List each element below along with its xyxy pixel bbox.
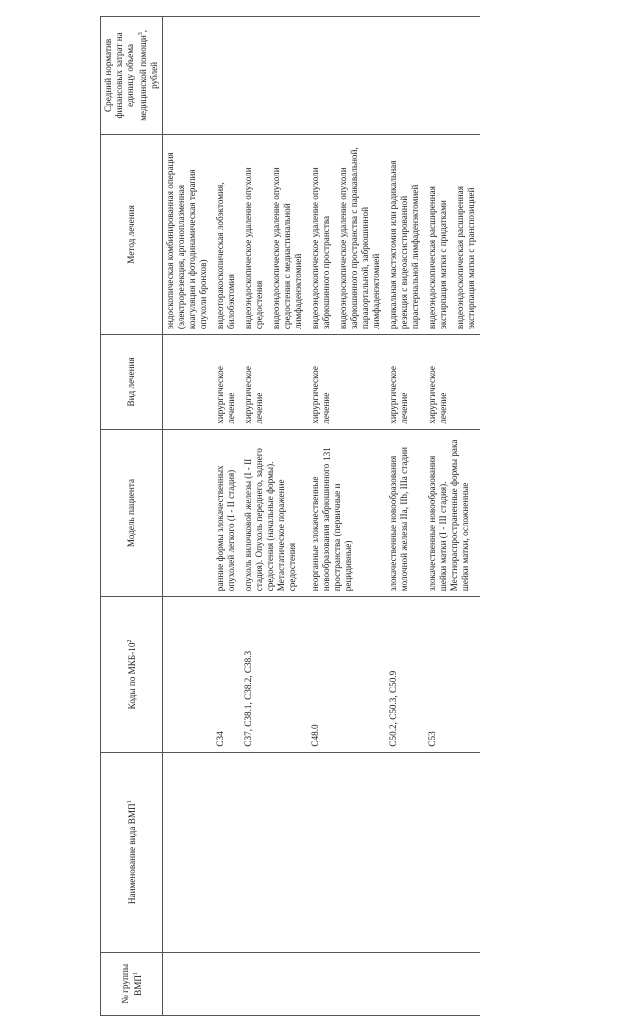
cell-code: C48.0 bbox=[307, 597, 385, 752]
cell-name bbox=[424, 752, 480, 952]
table-row bbox=[163, 17, 213, 1016]
cell-name bbox=[212, 752, 240, 952]
method-item: видеоэндоскопическая расширенная экстирпация матки с придатками bbox=[427, 186, 449, 330]
method-item: видеоэндоскопическое удаление опухоли средостения с медиастинальной лимфаденэктомией bbox=[271, 167, 304, 330]
cell-group bbox=[424, 952, 480, 1015]
cell-kind bbox=[163, 335, 213, 430]
method-item: видеоэндоскопическая расширенная экстирпация матки с транспозицией bbox=[455, 186, 477, 330]
cell-cost bbox=[212, 17, 240, 135]
cell-code: C50.2, C50.3, C50.9 bbox=[385, 597, 424, 752]
cell-cost bbox=[385, 17, 424, 135]
cell-method bbox=[212, 134, 240, 334]
header-cost: Средний норматив финансовых затрат на единицу объема медицинской помощи$^3$, рублей bbox=[101, 17, 163, 135]
cell-code bbox=[163, 597, 213, 752]
table-header-row bbox=[101, 17, 163, 1016]
cell-kind: хирургическое лечение bbox=[385, 335, 424, 430]
header-model: Модель пациента bbox=[101, 429, 163, 597]
cell-method bbox=[385, 134, 424, 334]
vmp-table bbox=[100, 16, 480, 1016]
cell-model: злокачественные новообразования шейки матки (I - III стадия). Местнораспространенные формы рака шейки матки, осложненные bbox=[424, 429, 480, 597]
method-item: видеоторакоскопическая лобэктомия, билобэктомия bbox=[215, 182, 237, 330]
cell-cost bbox=[240, 17, 307, 135]
cell-name bbox=[385, 752, 424, 952]
cell-model: ранние формы злокачественных опухолей легкого (I - II стадия) bbox=[212, 429, 240, 597]
cell-cost bbox=[424, 17, 480, 135]
cell-model bbox=[163, 429, 213, 597]
cell-model: неорганные злокачественные новообразования забрюшинного пространства (первичные и рецидивные) bbox=[307, 429, 385, 597]
cell-code: C37, C38.1, C38.2, C38.3 bbox=[240, 597, 307, 752]
header-codes: Коды по МКБ-$10^2$ bbox=[101, 597, 163, 752]
cell-code: C53 bbox=[424, 597, 480, 752]
cell-method bbox=[307, 134, 385, 334]
cell-name bbox=[307, 752, 385, 952]
method-item: видеоэндоскопическое удаление опухоли средостения bbox=[243, 167, 265, 330]
method-item: видеоэндоскопическое удаление опухоли забрюшинного пространства с паракавальной, парааортальной, забрюшинной лимфаденэктомией bbox=[338, 147, 382, 330]
header-kind: Вид лечения bbox=[101, 335, 163, 430]
cell-kind: хирургическое лечение bbox=[424, 335, 480, 430]
table-row bbox=[424, 17, 480, 1016]
cell-kind: хирургическое лечение bbox=[240, 335, 307, 430]
document-table bbox=[100, 16, 624, 1016]
table-row bbox=[240, 17, 307, 1016]
cell-group bbox=[385, 952, 424, 1015]
table-row bbox=[307, 17, 385, 1016]
cell-cost bbox=[163, 17, 213, 135]
method-item: видеоэндоскопическое удаление опухоли забрюшинного пространства bbox=[310, 167, 332, 330]
cell-model: злокачественные новообразования молочной железы IIa, IIb, IIIa стадии bbox=[385, 429, 424, 597]
cell-group bbox=[307, 952, 385, 1015]
header-group: № группы ВМП$^1$ bbox=[101, 952, 163, 1015]
cell-group bbox=[240, 952, 307, 1015]
header-name: Наименование вида ВМП$^1$ bbox=[101, 752, 163, 952]
cell-method bbox=[424, 134, 480, 334]
table-row bbox=[212, 17, 240, 1016]
cell-group bbox=[212, 952, 240, 1015]
table-row bbox=[385, 17, 424, 1016]
cell-method bbox=[163, 134, 213, 334]
cell-method bbox=[240, 134, 307, 334]
cell-group bbox=[163, 952, 213, 1015]
cell-name bbox=[163, 752, 213, 952]
method-item: радикальная мастэктомия или радикальная резекция с видеоассистированной парастернальной лимфаденэктомией bbox=[388, 160, 421, 330]
cell-code: C34 bbox=[212, 597, 240, 752]
cell-kind: хирургическое лечение bbox=[307, 335, 385, 430]
page-number-text: 131 bbox=[322, 447, 332, 461]
cell-model: опухоль вилочковой железы (I - II стадия). Опухоль переднего, заднего средостения (начальные формы). Метастатическое поражение средостения bbox=[240, 429, 307, 597]
method-item: эндоскопическая комбинированная операция (электрорезекция, аргоноплазменная коагуляция и фотодинамическая терапия опухоли бронхов) bbox=[165, 152, 209, 330]
cell-cost bbox=[307, 17, 385, 135]
cell-name bbox=[240, 752, 307, 952]
header-method: Метод лечения bbox=[101, 134, 163, 334]
cell-kind: хирургическое лечение bbox=[212, 335, 240, 430]
